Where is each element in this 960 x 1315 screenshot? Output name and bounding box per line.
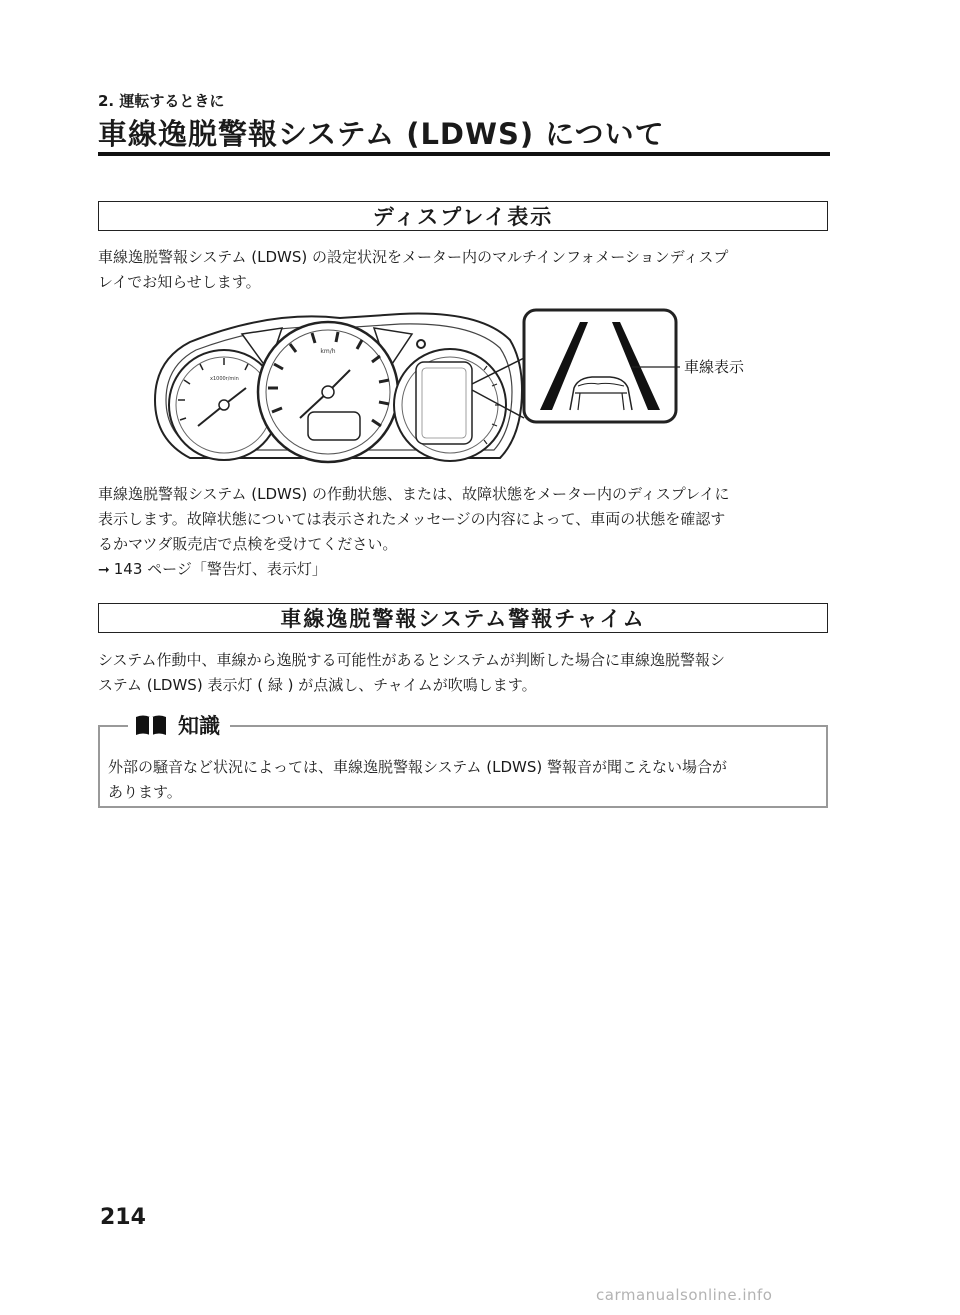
paragraph-line: 車線逸脱警報システム (LDWS) の設定状況をメーター内のマルチインフォメーションディスプ <box>98 248 729 266</box>
section1-description <box>98 482 830 583</box>
section2-paragraph <box>98 648 830 698</box>
chapter-heading: 2. 運転するときに <box>98 92 225 110</box>
speed-unit-label: km/h <box>320 348 336 355</box>
fuel-temp-display-gauge <box>394 349 506 461</box>
speedometer-gauge <box>258 322 398 462</box>
paragraph-line: るかマツダ販売店で点検を受けてください。 <box>98 535 398 553</box>
section-heading-display-text: ディスプレイ表示 <box>372 205 554 229</box>
watermark: carmanualsonline.info <box>596 1286 773 1304</box>
section-heading-chime <box>98 603 828 633</box>
section-heading-display <box>98 201 828 231</box>
instrument-cluster-illustration <box>150 300 830 475</box>
arrow-right-icon: ➞ <box>98 562 110 578</box>
note-text <box>108 755 820 805</box>
note-header <box>128 710 230 740</box>
tach-unit-label: x1000r/min <box>210 376 239 382</box>
section1-paragraph <box>98 245 830 295</box>
section-heading-chime-text: 車線逸脱警報システム警報チャイム <box>280 607 646 631</box>
note-line: 外部の騒音など状況によっては、車線逸脱警報システム (LDWS) 警報音が聞こえない場合が <box>108 758 728 776</box>
paragraph-line: システム作動中、車線から逸脱する可能性があるとシステムが判断した場合に車線逸脱警報シ <box>98 651 726 669</box>
paragraph-line: 表示します。故障状態については表示されたメッセージの内容によって、車両の状態を確認す <box>98 510 726 528</box>
page-reference-text: 143 ページ「警告灯、表示灯」 <box>113 560 327 578</box>
note-line: あります。 <box>108 783 182 801</box>
page-number: 214 <box>100 1205 146 1230</box>
paragraph-line: ステム (LDWS) 表示灯 ( 緑 ) が点滅し、チャイムが吹鳴します。 <box>98 676 537 694</box>
lane-display-callout-label: 車線表示 <box>684 358 745 376</box>
note-heading: 知識 <box>178 714 220 738</box>
book-icon <box>134 713 168 737</box>
instrument-cluster-figure <box>150 300 830 475</box>
page-title: 車線逸脱警報システム (LDWS) について <box>98 117 665 151</box>
paragraph-line: 車線逸脱警報システム (LDWS) の作動状態、または、故障状態をメーター内のディスプレイに <box>98 485 730 503</box>
paragraph-line: レイでお知らせします。 <box>98 273 261 291</box>
page-reference[interactable] <box>98 557 830 583</box>
title-underline <box>98 152 830 156</box>
